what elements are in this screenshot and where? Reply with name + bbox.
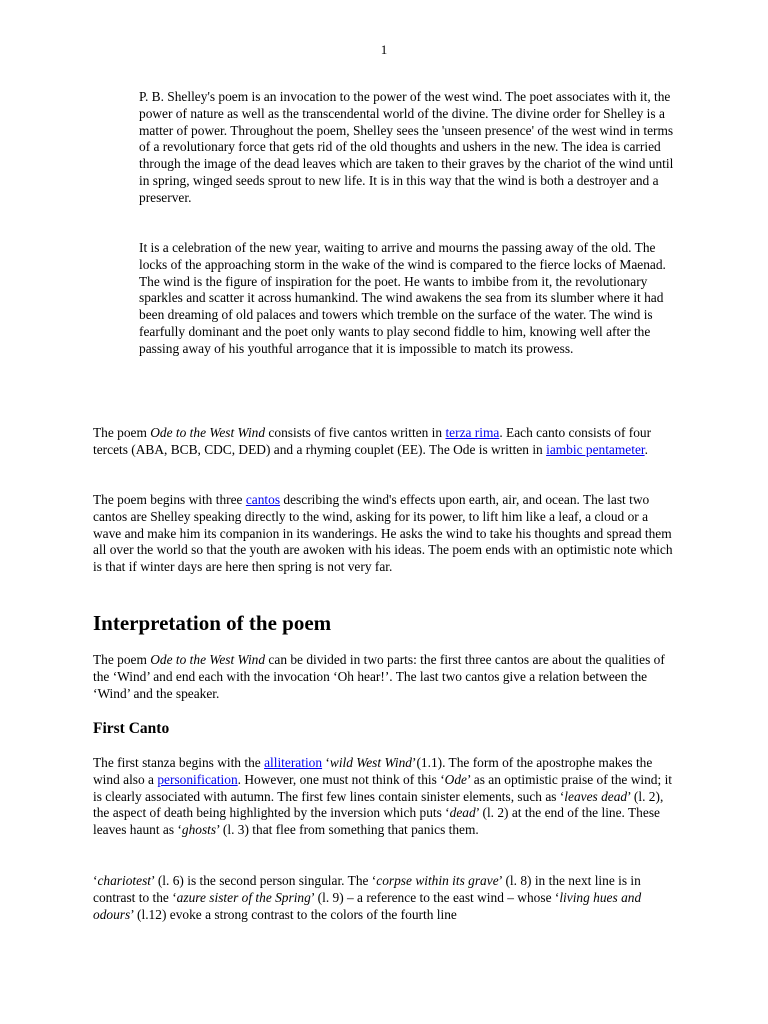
text-run: ’ (l. 6) is the second person singular. The ‘ [151, 873, 377, 888]
structure-paragraph-1 [93, 425, 678, 459]
text-run: ‘ [93, 873, 98, 888]
intro-paragraph-2: It is a celebration of the new year, waiting to arrive and mourns the passing away of the old. The locks of the approaching storm in the wake of the wind is compared to the fierce locks of Maenad. The wind is the figure of inspiration for the poet. He wants to imbibe from it, the revolutionary sparkles and scatter it across humankind. The wind awakens the sea from its slumber where it had been dreaming of old palaces and towers which tremble on the surface of the water. The wind is fearfully dominant and the poet only wants to play second fiddle to him, knowing well after the passing away of his youthful arrogance that it is impossible to match its prowess. [139, 240, 666, 356]
text-run: ’ (l. 2) at the end of the line. These leaves haunt as ‘ [93, 805, 660, 838]
text-run: consists of five cantos written in [265, 425, 446, 440]
intro-paragraph-1: P. B. Shelley's poem is an invocation to the power of the west wind. The poet associates with it, the power of nature as well as the transcendental world of the divine. The divine order for Shelley is a matter of power. Throughout the poem, Shelley sees the 'unseen presence' of the west wind in terms of a revolutionary force that gets rid of the old thoughts and ushers in the new. The idea is carried through the image of the dead leaves which are taken to their graves by the chariot of the wind until in spring, winged seeds sprout to new life. It is in this way that the wind is both a destroyer and a preserver. [139, 89, 674, 205]
first-canto-heading: First Canto [93, 720, 170, 737]
text-run: . However, one must not think of this ‘ [237, 771, 445, 787]
text-run: The poem [93, 652, 151, 667]
text-run: describing the wind's effects upon earth, air, and ocean. The last two cantos are Shelley speaking directly to the wind, asking for its power, to lift him like a leaf, a cloud or a wave and make him its companion in its wanderings. He asks the wind to take his thoughts and spread them all over the world so that the youth are awoken with his ideas. The poem ends with an optimistic note which is that if winter days are here then spring is not very far. [93, 492, 673, 575]
text-run: . [644, 441, 648, 457]
page-number: 1 [380, 42, 388, 57]
quote: living hues and odours [93, 889, 642, 922]
personification-link[interactable]: personification [157, 771, 238, 787]
text-run: ’(1.1). The form of the apostrophe makes the wind also a [93, 755, 653, 787]
quote: azure sister of the Spring [176, 889, 311, 905]
text-run: ’ as an optimistic praise of the wind; it is clearly associated with autumn. The first few lines contain sinister elements, such as ‘ [93, 771, 673, 804]
quote: ghosts [181, 822, 217, 838]
quote: chariotest [97, 873, 152, 888]
text-run: The poem [93, 425, 151, 440]
terza-rima-link[interactable]: terza rima [445, 425, 500, 440]
poem-title: Ode to the West Wind [150, 652, 266, 667]
text-run: ’ (l. 9) – a reference to the east wind – whose ‘ [310, 889, 560, 905]
first-canto-paragraph-2 [93, 873, 678, 923]
interpretation-heading: Interpretation of the poem [93, 611, 332, 635]
text-run: The first stanza begins with the [93, 755, 265, 770]
text-run: ’ (l. 2), the aspect of death being highlighted by the inversion which puts ‘ [93, 788, 664, 821]
alliteration-link[interactable]: alliteration [264, 755, 323, 770]
quote: Ode [444, 771, 467, 787]
quote: wild West Wind [329, 755, 412, 770]
text-run: ’ (l. 8) in the next line is in contrast to the ‘ [93, 873, 641, 905]
text-run: ’ (l.12) evoke a strong contrast to the colors of the fourth line [130, 906, 457, 922]
text-run: can be divided in two parts: the first three cantos are about the qualities of the ‘Wind’ and end each with the invocation ‘Oh hear!’. The last two cantos give a relation between the ‘Wind’ and the speaker. [93, 652, 665, 701]
cantos-link[interactable]: cantos [245, 492, 281, 507]
text-run: ‘ [322, 755, 330, 770]
text-run: The poem begins with three [93, 492, 246, 507]
quote: leaves dead [564, 788, 628, 804]
first-canto-paragraph-1 [93, 755, 678, 839]
structure-paragraph-2 [93, 492, 678, 576]
interpretation-paragraph [93, 652, 678, 702]
text-run: . Each canto consists of four tercets (ABA, BCB, CDC, DED) and a rhyming couplet (EE). The Ode is written in [93, 425, 652, 457]
quote: corpse within its grave [376, 873, 499, 888]
quote: dead [449, 805, 476, 821]
text-run: ’ (l. 3) that flee from something that panics them. [216, 822, 479, 838]
iambic-pentameter-link[interactable]: iambic pentameter [546, 441, 645, 457]
poem-title: Ode to the West Wind [150, 425, 266, 440]
